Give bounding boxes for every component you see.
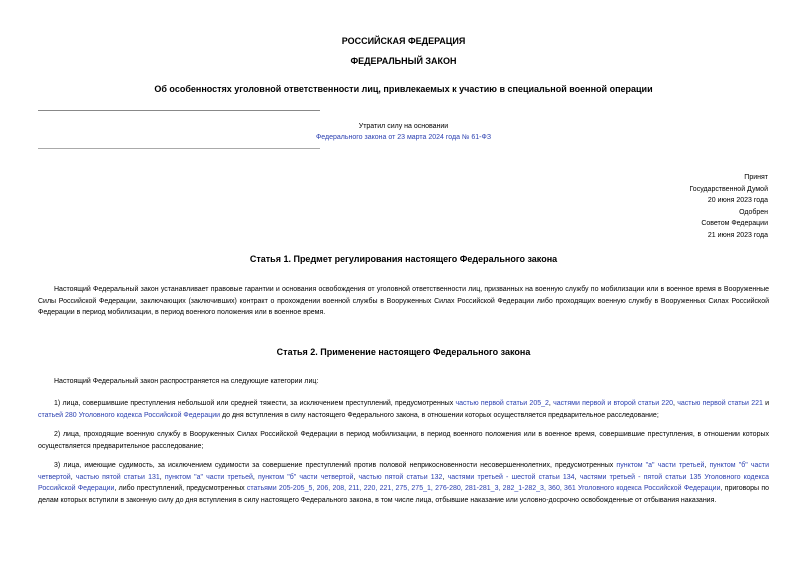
item-text: , — [159, 473, 165, 481]
law-link[interactable]: частями третьей - шестой статьи 134 — [447, 473, 575, 481]
law-link[interactable]: статьей 280 Уголовного кодекса Российской Федерации — [38, 411, 221, 419]
law-link[interactable]: частью первой статьи 221 — [677, 400, 763, 407]
item-text: , — [704, 462, 710, 469]
law-link[interactable]: статьями 205-205_5, 206, 208, 211, 220, 221, 275, 275_1, 276-280, 281-281_3, 282_1-282_3, 360, 361 Уголовного кодекса Российской Федерации — [246, 485, 721, 492]
law-link[interactable]: пунктом "б" части четвертой — [257, 473, 354, 481]
item-text: , — [70, 473, 76, 481]
adoption-line: Государственной Думой — [689, 185, 768, 193]
adoption-block — [689, 172, 768, 241]
adoption-line: 21 июня 2023 года — [707, 231, 768, 239]
item-text: 3) лица, имеющие судимость, за исключением судимости за совершение преступлений против половой неприкосновенности несовершеннолетних, предусмотренных — [54, 462, 617, 469]
item-text: 1) лица, совершившие преступления небольшой или средней тяжести, за исключением преступлений, предусмотренных — [54, 400, 456, 407]
divider-top — [38, 110, 320, 111]
law-title: Об особенностях уголовной ответственности лиц, привлекаемых к участию в специальной военной операции — [154, 84, 653, 94]
law-link[interactable]: частью первой статьи 205_2 — [455, 400, 549, 407]
law-link[interactable]: пунктом "а" части третьей — [616, 462, 705, 469]
item-text: , либо преступлений, предусмотренных — [114, 485, 247, 492]
item-text: до дня вступления в силу настоящего Федерального закона, в отношении которых осуществляется предварительное расследование; — [220, 411, 659, 419]
item-text: , — [442, 473, 448, 481]
item-text: , — [353, 473, 359, 481]
article-2-item-2: 2) лица, проходящие военную службу в Вооруженных Силах Российской Федерации в период мобилизации, в период военного положения или в военное время, совершившие преступления, в отношении которых осуществляется предварительное расследование; — [38, 431, 769, 450]
item-text: , — [673, 400, 678, 407]
law-link[interactable]: частями третьей - пятой статьи 135 Уголовного кодекса Российской Федерации — [38, 473, 770, 492]
article-1-text: Настоящий Федеральный закон устанавливает правовые гарантии и основания освобождения от уголовной ответственности лиц, призванных на военную службу по мобилизации или в военное время в Вооруженные Силы Российской Федерации, заключающих (заключивших) контракт о прохождении военной службы в Вооруженных Силах Российской Федерации либо проходящих военную службу в Вооруженных Силах Российской Федерации в период мобилизации, в период военного положения или в военное время. — [38, 286, 769, 316]
article-1-heading: Статья 1. Предмет регулирования настоящего Федерального закона — [249, 254, 558, 264]
void-law-link[interactable]: Федерального закона от 23 марта 2024 года № 61-ФЗ — [315, 134, 492, 141]
adoption-line: Советом Федерации — [701, 220, 768, 227]
law-link[interactable]: пунктом "а" части третьей — [164, 473, 253, 481]
adoption-line: Одобрен — [739, 208, 768, 216]
item-text: и — [762, 400, 770, 407]
law-link[interactable]: частями первой и второй статьи 220 — [553, 400, 674, 407]
item-text: , — [252, 473, 258, 481]
law-link[interactable]: частью пятой статьи 131 — [75, 473, 160, 481]
adoption-line: Принят — [744, 174, 768, 181]
item-text: , приговоры по делам которых вступили в законную силу до дня вступления в силу настоящего Федерального закона, в том числе лица, отбывшие наказание или условно-досрочно освобожденные от отбывания наказания. — [38, 485, 769, 504]
void-notice-text: Утратил силу на основании — [358, 123, 449, 130]
document-type-heading: ФЕДЕРАЛЬНЫЙ ЗАКОН — [350, 56, 457, 66]
divider-bottom — [38, 148, 320, 149]
adoption-line: 20 июня 2023 года — [707, 197, 768, 204]
law-link[interactable]: частью пятой статьи 132 — [358, 473, 443, 481]
item-text: , — [548, 400, 554, 407]
article-2-item-1 — [38, 398, 769, 421]
void-notice-link-line — [0, 134, 807, 141]
country-heading: РОССИЙСКАЯ ФЕДЕРАЦИЯ — [341, 36, 466, 46]
item-text: , — [574, 473, 580, 481]
article-2-intro: Настоящий Федеральный закон распространяется на следующие категории лиц: — [54, 378, 319, 385]
article-2-heading: Статья 2. Применение настоящего Федерального закона — [276, 347, 531, 357]
law-link[interactable]: пунктом "б" части четвертой — [38, 462, 769, 481]
article-2-item-3 — [38, 460, 769, 506]
